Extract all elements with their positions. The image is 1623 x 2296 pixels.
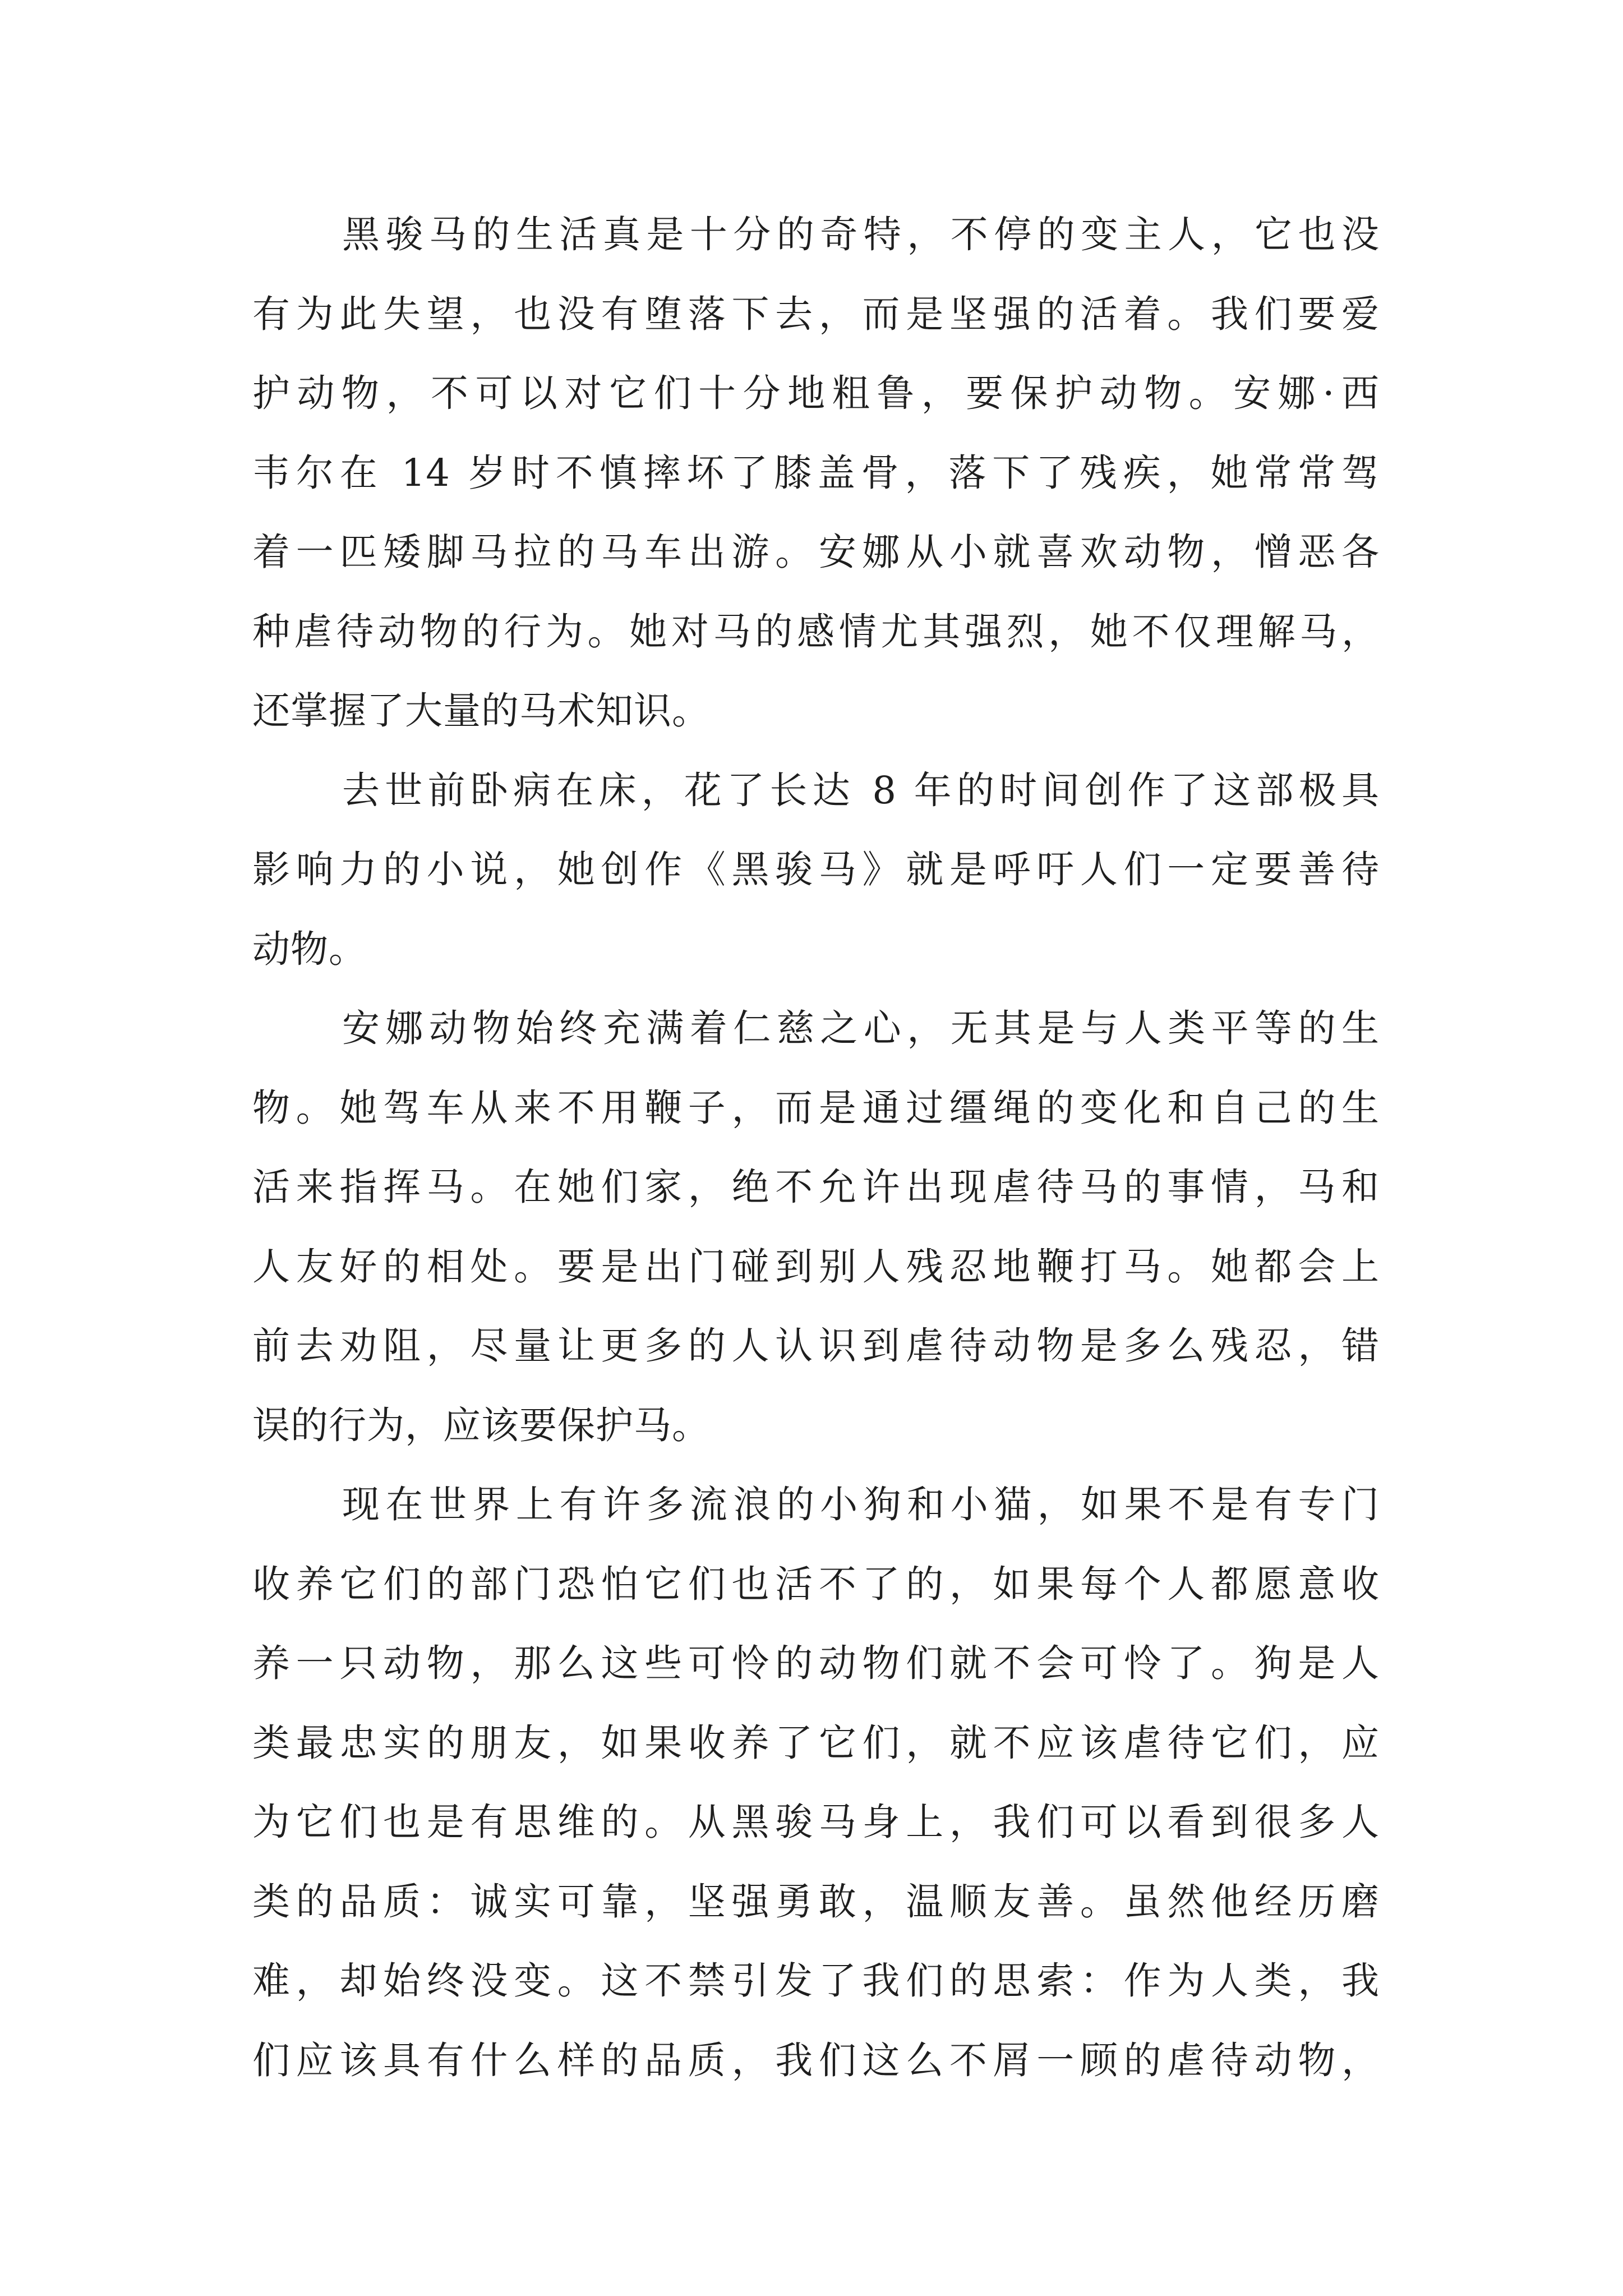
- text-line: 影响力的小说，她创作《黑骏马》就是呼吁人们一定要善待: [252, 848, 1380, 891]
- text-line: 种虐待动物的行为。她对马的感情尤其强烈，她不仅理解马，: [252, 609, 1380, 654]
- paragraph-2: [252, 766, 1380, 974]
- text-line: 动物。: [252, 927, 367, 971]
- text-line: 黑骏马的生活真是十分的奇特，不停的变主人，它也没: [342, 213, 1380, 256]
- text-line: 收养它们的部门恐怕它们也活不了的，如果每个人都愿意收: [252, 1562, 1380, 1606]
- text-line: 类的品质：诚实可靠，坚强勇敢，温顺友善。虽然他经历磨: [252, 1879, 1380, 1924]
- paragraph-1: [252, 210, 1380, 735]
- document-body: [252, 210, 1380, 2115]
- text-line: 为它们也是有思维的。从黑骏马身上，我们可以看到很多人: [252, 1800, 1380, 1844]
- text-line: 安娜动物始终充满着仁慈之心，无其是与人类平等的生: [342, 1006, 1380, 1050]
- paragraph-4: [252, 1480, 1380, 2085]
- text-line: 去世前卧病在床，花了长达 8 年的时间创作了这部极具: [342, 768, 1380, 812]
- text-line: 有为此失望，也没有堕落下去，而是坚强的活着。我们要爱: [252, 292, 1380, 336]
- text-line: 护动物，不可以对它们十分地粗鲁，要保护动物。安娜·西: [252, 371, 1380, 415]
- text-line: 着一匹矮脚马拉的马车出游。安娜从小就喜欢动物，憎恶各: [252, 530, 1380, 574]
- text-line: 误的行为，应该要保护马。: [252, 1403, 710, 1447]
- text-line: 类最忠实的朋友，如果收养了它们，就不应该虐待它们，应: [252, 1720, 1380, 1765]
- paragraph-3: [252, 1004, 1380, 1450]
- text-line: 们应该具有什么样的品质，我们这么不屑一顾的虐待动物，: [252, 2038, 1380, 2082]
- text-line: 养一只动物，那么这些可怜的动物们就不会可怜了。狗是人: [252, 1641, 1380, 1685]
- text-line: 活来指挥马。在她们家，绝不允许出现虐待马的事情，马和: [252, 1165, 1380, 1209]
- text-line: 人友好的相处。要是出门碰到别人残忍地鞭打马。她都会上: [252, 1244, 1380, 1289]
- text-line: 现在世界上有许多流浪的小狗和小猫，如果不是有专门: [342, 1483, 1380, 1526]
- text-line: 还掌握了大量的马术知识。: [252, 689, 710, 733]
- text-line: 难，却始终没变。这不禁引发了我们的思索：作为人类，我: [252, 1959, 1380, 2003]
- text-line: 前去劝阻，尽量让更多的人认识到虐待动物是多么残忍，错: [252, 1324, 1380, 1368]
- text-line: 物。她驾车从来不用鞭子，而是通过缰绳的变化和自己的生: [252, 1085, 1380, 1130]
- text-line: 韦尔在 14 岁时不慎摔坏了膝盖骨，落下了残疾，她常常驾: [252, 450, 1380, 495]
